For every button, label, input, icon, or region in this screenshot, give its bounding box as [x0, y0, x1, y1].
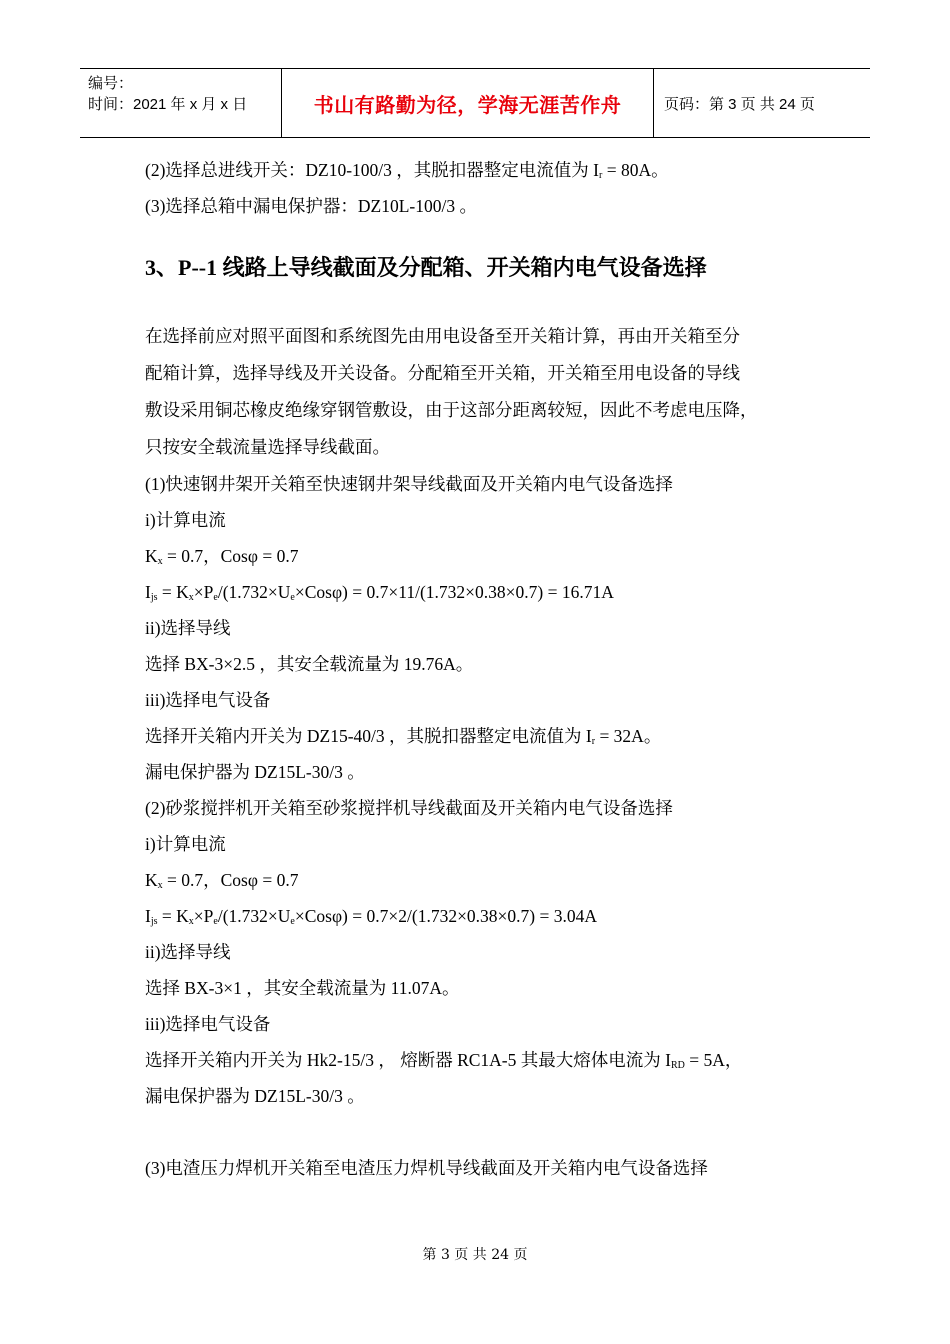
- subsection-title: (1)快速钢井架开关箱至快速钢井架导线截面及开关箱内电气设备选择: [145, 474, 673, 494]
- page-footer: 第 3 页 共 24 页: [422, 1247, 528, 1263]
- formula-line: $K_x = 0.7$，Cosφ = 0.7: [145, 870, 299, 891]
- step-label: i)计算电流: [145, 510, 226, 530]
- step-label: iii)选择电气设备: [145, 1014, 271, 1034]
- subsection-title: (3)电渣压力焊机开关箱至电渣压力焊机导线截面及开关箱内电气设备选择: [145, 1158, 708, 1178]
- formula-line: $K_x = 0.7$，Cosφ = 0.7: [145, 546, 299, 567]
- text-line: 选择 BX-3×1 ，其安全载流量为 11.07A。: [145, 978, 460, 998]
- formula-line: $I_{js} = K_x\times P_e/(1.732\times U_e\times Cos\varphi) = 0.7\times 11/(1.732\times 0.38\times 0.7) = 16.71A$: [145, 582, 614, 603]
- step-label: ii)选择导线: [145, 618, 231, 638]
- text-line: 选择开关箱内开关为 DZ15-40/3 ，其脱扣器整定电流值为 $I_r = 32A$。: [145, 726, 662, 747]
- number-label: 编号：: [88, 75, 134, 92]
- header-table: [80, 68, 870, 138]
- motto-text: 书山有路勤为径，学海无涯苦作舟: [313, 92, 622, 117]
- step-label: i)计算电流: [145, 834, 226, 854]
- time-label: 时间：2021 年 x 月 x 日: [88, 96, 248, 113]
- subsection-title: (2)砂浆搅拌机开关箱至砂浆搅拌机导线截面及开关箱内电气设备选择: [145, 798, 673, 818]
- section-heading: 3、P--1 线路上导线截面及分配箱、开关箱内电气设备选择: [145, 255, 707, 280]
- step-label: iii)选择电气设备: [145, 690, 271, 710]
- header-page-info: [654, 69, 870, 137]
- text-line: (3)选择总箱中漏电保护器：DZ10L-100/3 。: [145, 196, 477, 216]
- text-line: 选择开关箱内开关为 Hk2-15/3 ， 熔断器 RC1A-5 其最大熔体电流为 $I_{RD} = 5A$，: [145, 1050, 743, 1071]
- text-line: (2)选择总进线开关：DZ10-100/3 ，其脱扣器整定电流值为 $I_r = 80A$。: [145, 160, 669, 181]
- text-line: 选择 BX-3×2.5 ，其安全载流量为 19.76A。: [145, 654, 474, 674]
- paragraph-line: 敷设采用铜芯橡皮绝缘穿钢管敷设，由于这部分距离较短，因此不考虑电压降，: [145, 400, 758, 420]
- document-body: [145, 152, 835, 1186]
- paragraph-line: 配箱计算，选择导线及开关设备。分配箱至开关箱，开关箱至用电设备的导线: [145, 363, 740, 383]
- spacer: [145, 1114, 835, 1150]
- page-info-text: 页码：第 3 页 共 24 页: [664, 95, 815, 113]
- formula-line: $I_{js} = K_x\times P_e/(1.732\times U_e\times Cos\varphi) = 0.7\times 2/(1.732\times 0.38\times 0.7) = 3.04A$: [145, 906, 598, 927]
- paragraph-line: 在选择前应对照平面图和系统图先由用电设备至开关箱计算，再由开关箱至分: [145, 326, 740, 346]
- text-line: 漏电保护器为 DZ15L-30/3 。: [145, 1086, 365, 1106]
- paragraph-line: 只按安全载流量选择导线截面。: [145, 437, 390, 457]
- header-meta: [80, 69, 282, 137]
- step-label: ii)选择导线: [145, 942, 231, 962]
- header-motto-cell: [282, 69, 654, 137]
- text-line: 漏电保护器为 DZ15L-30/3 。: [145, 762, 365, 782]
